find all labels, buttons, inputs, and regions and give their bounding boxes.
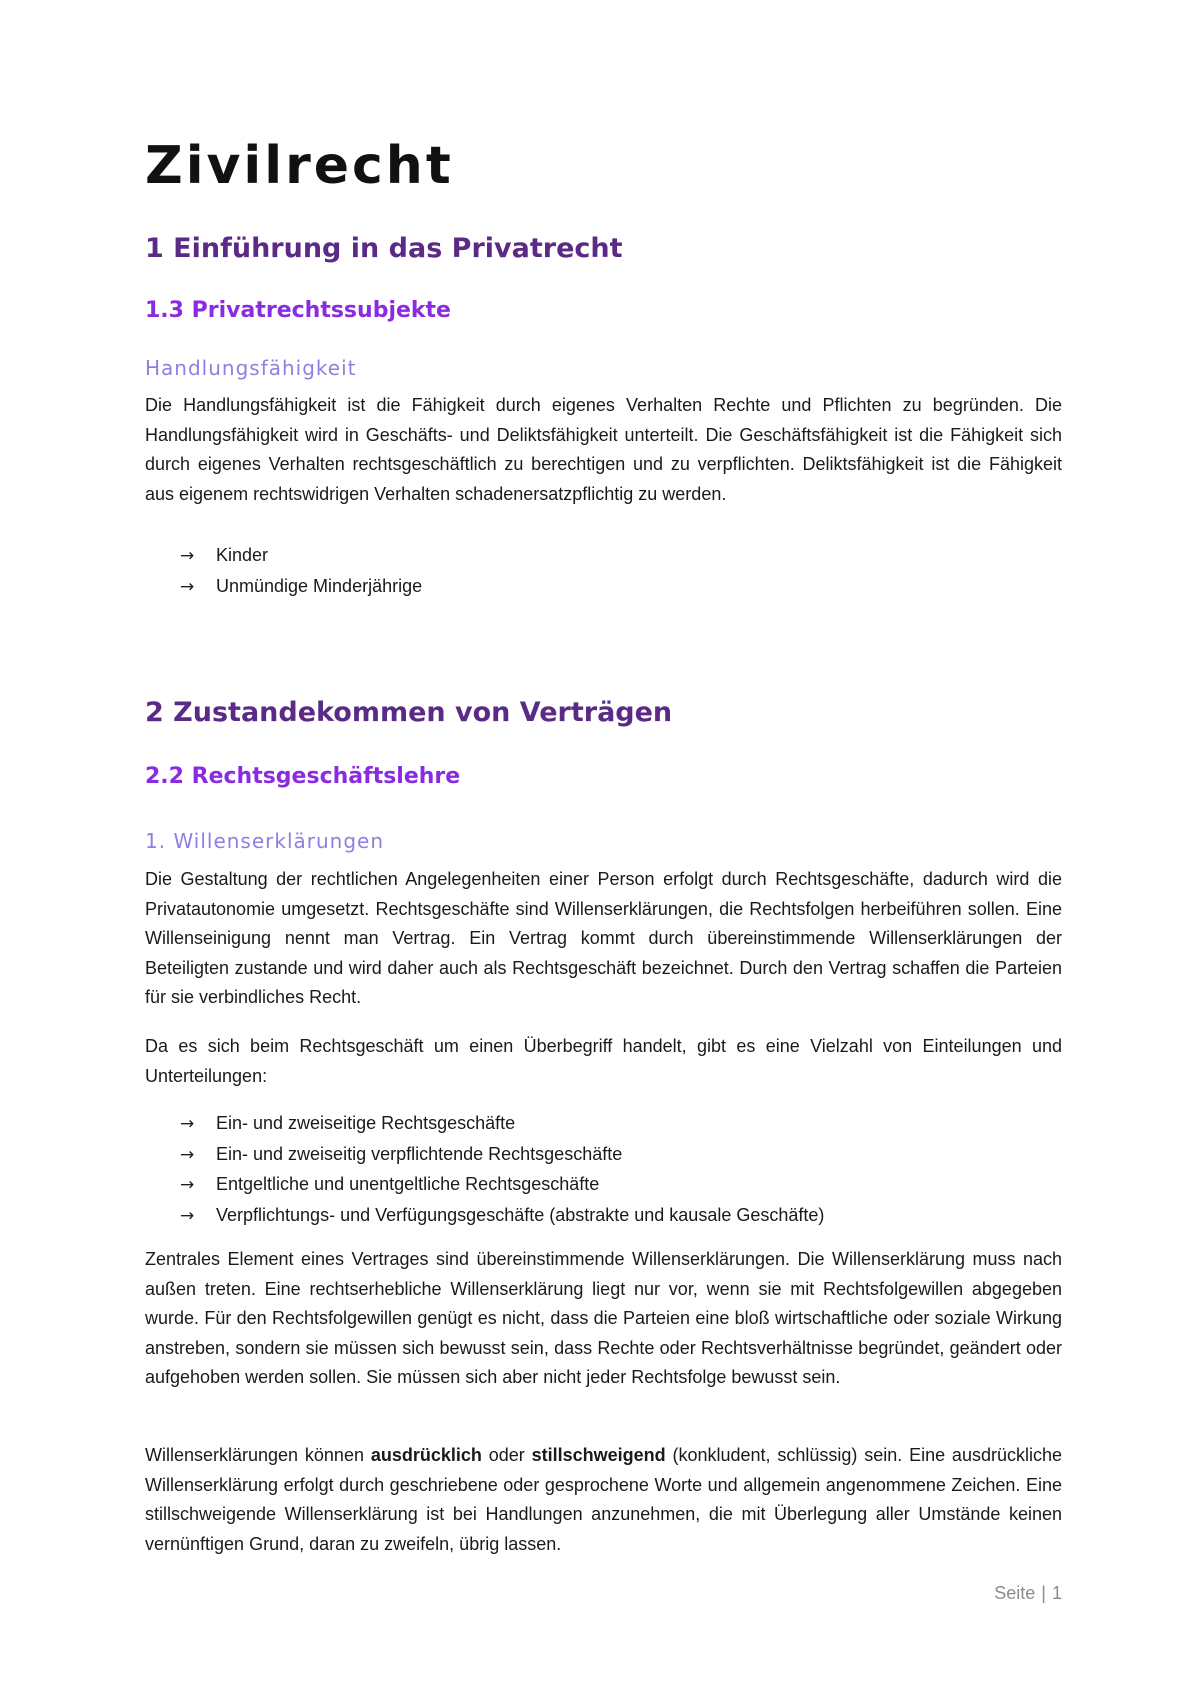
para4-text: (konkludent, schlüssig) sein. Eine ausdrückliche Willenserklärung erfolgt durch geschriebene oder gesprochene Worte und allgemein angenommene Zeichen. Eine stillschweigende Willenserklärung ist bei Handlungen anzunehmen, die mit Überlegung aller Umstände keinen vernünftigen Grund, daran zu zweifeln, übrig lassen. — [145, 1445, 1062, 1554]
list-item-text: Ein- und zweiseitig verpflichtende Rechtsgeschäfte — [216, 1143, 623, 1164]
arrow-right-icon: → — [180, 546, 195, 566]
willens-paragraph-1: Die Gestaltung der rechtlichen Angelegenheiten einer Person erfolgt durch Rechtsgeschäfte, dadurch wird die Privatautonomie umgesetzt. Rechtsgeschäfte sind Willenserklärungen, die Rechtsfolgen herbeiführen sollen. Eine Willenseinigung nennt man Vertrag. Ein Vertrag kommt durch übereinstimmende Willenserklärungen der Beteiligten zustande und wird daher auch als Rechtsgeschäft bezeichnet. Durch den Vertrag schaffen die Parteien für sie verbindliches Recht. — [145, 869, 1062, 1007]
document-title: Zivilrecht — [145, 136, 454, 196]
list-item-text: Unmündige Minderjährige — [216, 575, 423, 596]
arrow-right-icon: → — [180, 1144, 195, 1165]
handlungsfaehigkeit-heading: Handlungsfähigkeit — [145, 356, 357, 380]
list-item-text: Kinder — [216, 545, 269, 565]
list-item — [145, 1170, 824, 1201]
list-item — [145, 1140, 824, 1171]
arrow-right-icon: → — [180, 1114, 195, 1134]
page-footer — [994, 1583, 1062, 1604]
para4-bold-ausdruecklich: ausdrücklich — [370, 1445, 482, 1465]
arrow-right-icon: → — [180, 1175, 195, 1195]
chapter-1-heading: 1 Einführung in das Privatrecht — [145, 233, 623, 264]
para4-text: oder — [481, 1445, 532, 1465]
footer-separator: | — [1041, 1583, 1046, 1603]
list-item-text: Ein- und zweiseitige Rechtsgeschäfte — [216, 1113, 516, 1133]
section-1-3-heading: 1.3 Privatrechtssubjekte — [145, 298, 451, 323]
handlung-bullet-list — [145, 541, 422, 602]
list-item — [145, 1109, 824, 1140]
willens-paragraph-3: Zentrales Element eines Vertrages sind übereinstimmende Willenserklärungen. Die Willenserklärung muss nach außen treten. Eine rechtserhebliche Willenserklärung liegt nur vor, wenn sie mit Rechtsfolgewillen abgegeben wurde. Für den Rechtsfolgewillen genügt es nicht, dass die Parteien eine bloß wirtschaftliche oder soziale Wirkung anstreben, sondern sie müssen sich bewusst sein, dass Rechte oder Rechtsverhältnisse begründet, geändert oder aufgehoben werden sollen. Sie müssen sich aber nicht jeder Rechtsfolge bewusst sein. — [145, 1249, 1062, 1387]
rechtsgeschaefte-bullet-list — [145, 1109, 824, 1231]
list-item — [145, 541, 422, 572]
page-number: 1 — [1051, 1583, 1062, 1603]
footer-label: Seite — [994, 1583, 1036, 1603]
para4-text: Willenserklärungen können — [145, 1445, 371, 1465]
section-2-2-heading: 2.2 Rechtsgeschäftslehre — [145, 764, 461, 789]
willens-paragraph-2: Da es sich beim Rechtsgeschäft um einen Überbegriff handelt, gibt es eine Vielzahl von Einteilungen und Unterteilungen: — [145, 1036, 1062, 1086]
handlungsfaehigkeit-paragraph: Die Handlungsfähigkeit ist die Fähigkeit durch eigenes Verhalten Rechte und Pflichten zu begründen. Die Handlungsfähigkeit wird in Geschäfts- und Deliktsfähigkeit unterteilt. Die Geschäftsfähigkeit ist die Fähigkeit sich durch eigenes Verhalten rechtsgeschäftlich zu berechtigen und zu verpflichten. Deliktsfähigkeit ist die Fähigkeit aus eigenem rechtswidrigen Verhalten schadenersatzpflichtig zu werden. — [145, 395, 1062, 504]
arrow-right-icon: → — [180, 576, 195, 597]
willens-paragraph-4 — [145, 1441, 1062, 1559]
list-item-text: Entgeltliche und unentgeltliche Rechtsgeschäfte — [216, 1174, 600, 1194]
willenserklaerungen-heading: 1. Willenserklärungen — [145, 829, 385, 853]
list-item-text: Verpflichtungs- und Verfügungsgeschäfte (abstrakte und kausale Geschäfte) — [216, 1204, 825, 1225]
arrow-right-icon: → — [180, 1205, 195, 1226]
chapter-2-heading: 2 Zustandekommen von Verträgen — [145, 697, 673, 728]
list-item — [145, 572, 422, 603]
list-item — [145, 1201, 824, 1232]
para4-bold-stillschweigend: stillschweigend — [531, 1445, 666, 1465]
